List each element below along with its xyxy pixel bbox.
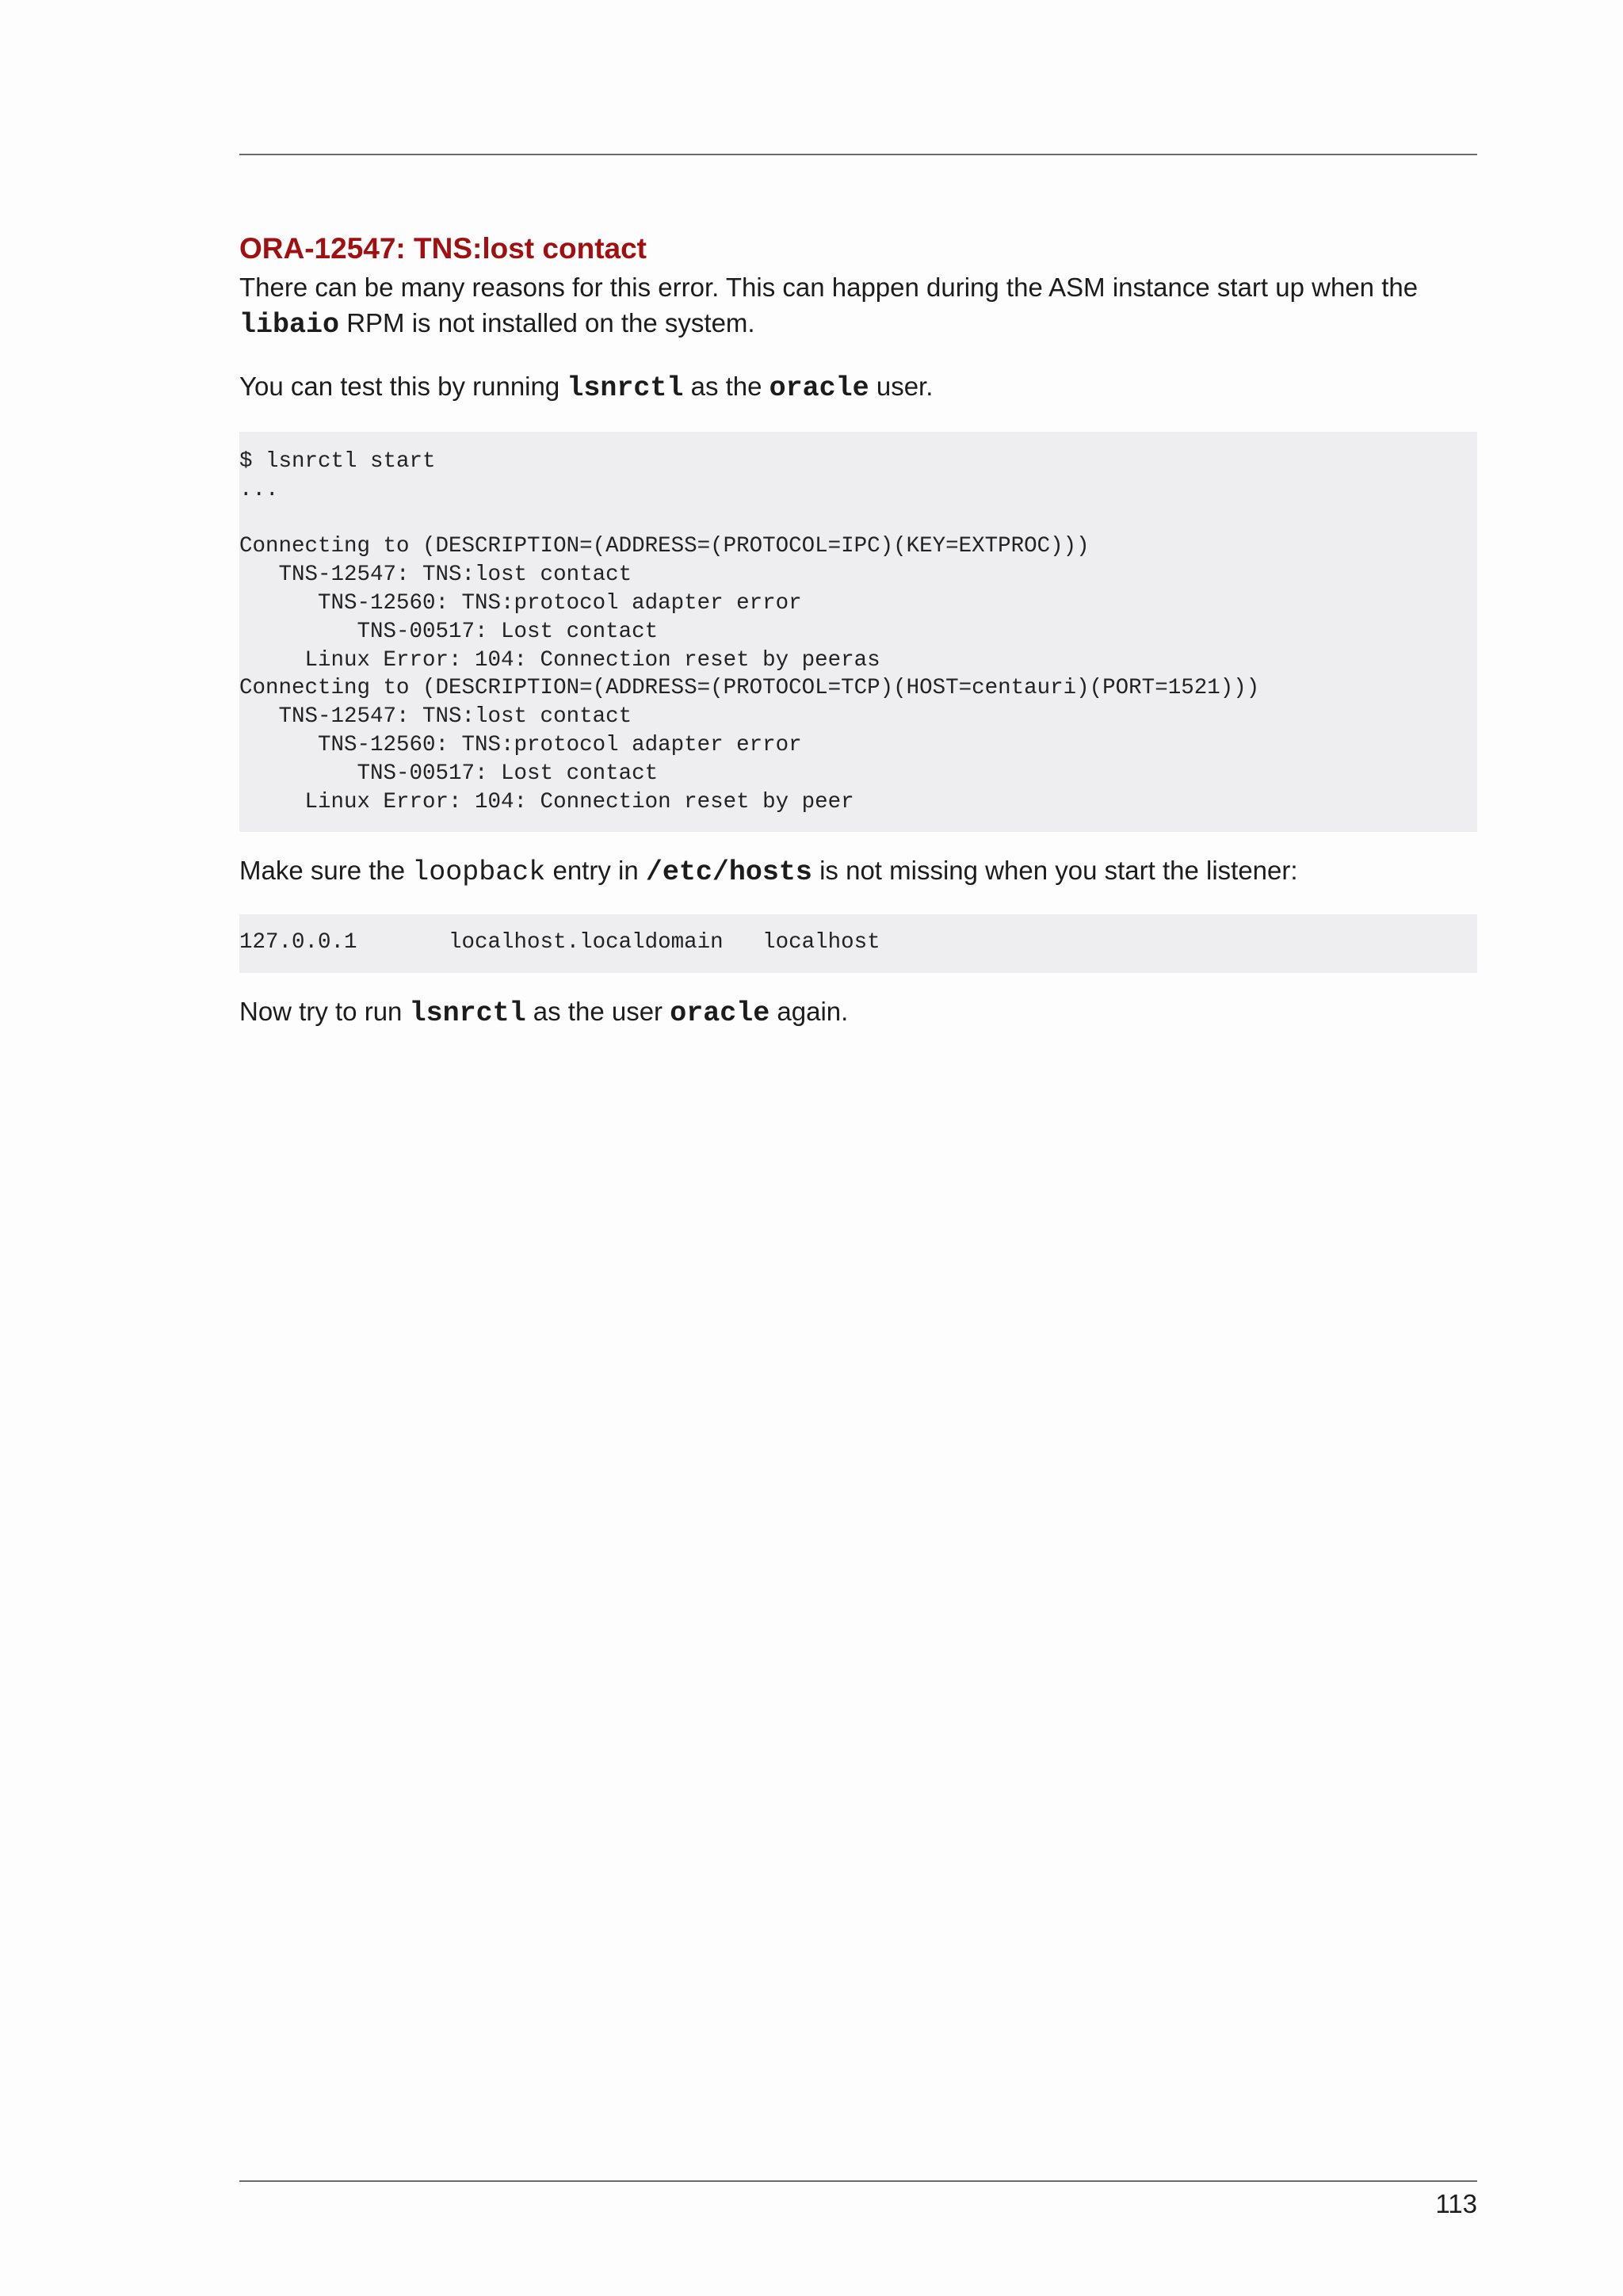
- code-block-lsnrctl-output: $ lsnrctl start ... Connecting to (DESCRIPTION=(ADDRESS=(PROTOCOL=IPC)(KEY=EXTPROC))) TNS-12547: TNS:lost contact TNS-12560: TNS:protocol adapter error TNS-00517: Lost contact Linux Error: 104: Connection reset by peeras Connecting to (DESCRIPTION=(ADDRESS=(PROTOCOL=TCP)(HOST=centauri)(PORT=1521))) TNS-12547: TNS:lost contact TNS-12560: TNS:protocol adapter error TNS-00517: Lost contact Linux Error: 104: Connection reset by peer: [239, 432, 1477, 832]
- page-number: 113: [1435, 2189, 1477, 2218]
- page-content: [239, 228, 1477, 1032]
- paragraph-text: is not missing when you start the listener:: [812, 856, 1298, 886]
- inline-code-libaio: libaio: [239, 309, 340, 341]
- paragraph-text: again.: [769, 997, 849, 1027]
- paragraph-text: user.: [869, 372, 934, 401]
- inline-code-loopback: loopback: [412, 856, 546, 889]
- paragraph-libaio: [239, 269, 1477, 343]
- paragraph-run-again: [239, 994, 1477, 1032]
- inline-code-oracle: oracle: [670, 997, 770, 1030]
- section-title: ORA-12547: TNS:lost contact: [239, 232, 647, 265]
- paragraph-text: There can be many reasons for this error. This can happen during the ASM instance start up when the: [239, 273, 1419, 302]
- header-rule: [239, 154, 1477, 155]
- paragraph-text: You can test this by running: [239, 372, 567, 401]
- paragraph-text: entry in: [545, 856, 646, 886]
- code-block-hosts-entry: 127.0.0.1 localhost.localdomain localhost: [239, 914, 1477, 973]
- paragraph-loopback: [239, 852, 1477, 891]
- paragraph-text: Make sure the: [239, 856, 413, 886]
- inline-code-lsnrctl: lsnrctl: [409, 997, 526, 1030]
- paragraph-text: RPM is not installed on the system.: [339, 308, 755, 338]
- inline-code-etc-hosts: /etc/hosts: [645, 856, 812, 889]
- inline-code-oracle: oracle: [769, 372, 869, 404]
- paragraph-text: Now try to run: [239, 997, 410, 1027]
- paragraph-text: as the user: [525, 997, 670, 1027]
- inline-code-lsnrctl: lsnrctl: [567, 372, 684, 404]
- paragraph-test-lsnrctl: [239, 368, 1477, 406]
- footer-rule: [239, 2180, 1477, 2182]
- paragraph-text: as the: [683, 372, 769, 401]
